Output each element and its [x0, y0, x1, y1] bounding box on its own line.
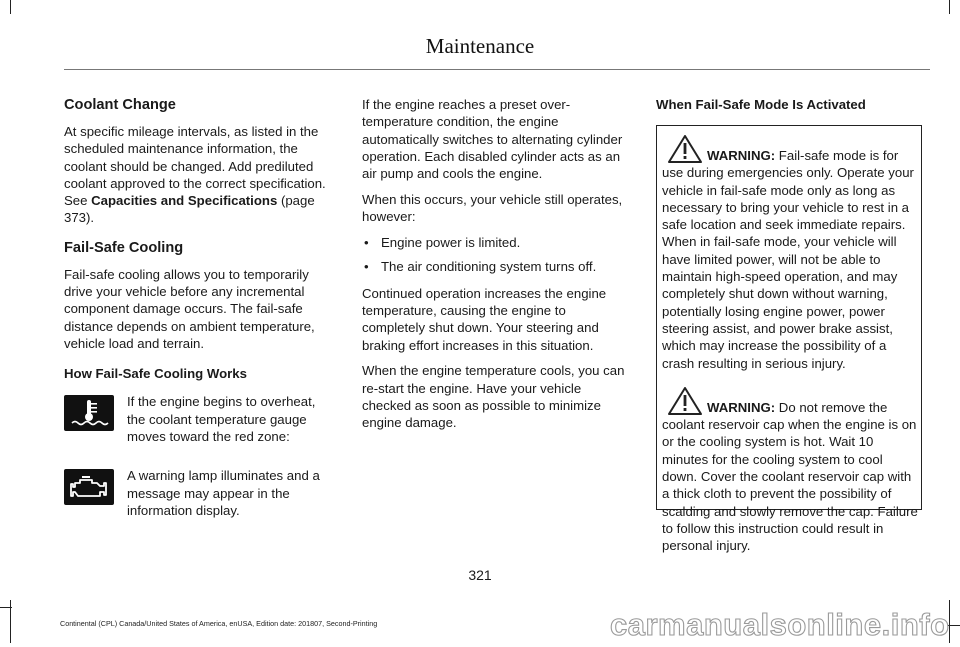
- warning-paragraph: [662, 386, 918, 555]
- middle-paragraph-1: If the engine reaches a preset over-temperature condition, the engine automatically switches to alternating cylinder operation. Each disabled cylinder acts as an air pump and cools the engine.: [362, 97, 623, 182]
- coolant-change-body: At specific mileage intervals, as listed in the scheduled maintenance information, the coolant should be changed. Add prediluted coolant approved to the correct specification. See: [64, 124, 326, 209]
- middle-paragraph-4: When the engine temperature cools, you can re-start the engine. Have your vehicle checked as soon as possible to minimize engine damage.: [362, 363, 625, 431]
- bullet-item: [362, 258, 632, 275]
- warning-text: Do not remove the coolant reservoir cap when the engine is on or the cooling system is hot. Wait 10 minutes for the cooling system to cool down. Cover the coolant reservoir cap with a thick cloth to prevent the possibility of scalding and slowly remove the cap. Failure to follow this instruction could result in personal injury.: [662, 399, 918, 554]
- page-number: 321: [468, 567, 492, 583]
- icon-item-coolant: [64, 393, 339, 471]
- coolant-icon-description: If the engine begins to overheat, the coolant temperature gauge moves toward the red zone:: [127, 394, 316, 444]
- middle-paragraph-2: When this occurs, your vehicle still operates, however:: [362, 191, 623, 225]
- left-column: [64, 96, 339, 545]
- middle-column: [362, 96, 632, 440]
- bullet-text: Engine power is limited.: [381, 235, 521, 251]
- fail-safe-activated-heading: When Fail-Safe Mode Is Activated: [656, 97, 866, 112]
- warning-box: [656, 125, 922, 554]
- watermark-text: carmanualsonline.info: [610, 607, 950, 642]
- right-column: [656, 96, 926, 122]
- crop-mark-bottom-left-h: [0, 607, 12, 608]
- capacities-link[interactable]: Capacities and Specifications: [91, 193, 278, 209]
- coolant-change-page-ref: (page 373).: [64, 193, 315, 226]
- warning-triangle-icon: [667, 386, 703, 416]
- warning-paragraph: [662, 134, 918, 372]
- warning-text: Fail-safe mode is for use during emergencies only. Operate your vehicle in fail-safe mode only as long as necessary to bring your vehicle to rest in a safe location and seek immediate repairs. When in fail-safe mode, your vehicle will have limited power, will not be able to maintain high-speed operation, and may completely shut down without warning, potentially losing engine power, power steering assist, and power brake assist, which may increase the possibility of a crash resulting in serious injury.: [662, 148, 914, 371]
- bullet-text: The air conditioning system turns off.: [381, 259, 597, 275]
- warning-label: WARNING:: [707, 148, 776, 163]
- engine-icon-description: A warning lamp illuminates and a message may appear in the information display.: [127, 468, 320, 518]
- engine-warning-icon: [64, 469, 114, 505]
- coolant-temperature-icon: [64, 395, 114, 431]
- warning-label: WARNING:: [707, 399, 776, 415]
- edition-footer: Continental (CPL) Canada/United States of America, enUSA, Edition date: 201807, Second-Printing: [60, 619, 378, 628]
- crop-mark-top-left-v: [10, 0, 11, 14]
- coolant-change-text: [64, 123, 339, 227]
- page-title: Maintenance: [425, 34, 535, 58]
- crop-mark-top-right-v: [949, 0, 950, 14]
- watermark: [606, 606, 956, 642]
- fail-safe-cooling-text: Fail-safe cooling allows you to temporarily drive your vehicle before any incremental component damage occurs. The fail-safe distance depends on ambient temperature, vehicle load and terrain.: [64, 266, 315, 351]
- bullet-dot: •: [364, 235, 369, 251]
- header-divider: [64, 69, 930, 70]
- how-fail-safe-heading: How Fail-Safe Cooling Works: [64, 366, 247, 382]
- icon-item-engine: [64, 467, 339, 545]
- middle-paragraph-3: Continued operation increases the engine temperature, causing the engine to completely shut down. Your steering and braking effort increases in this situation.: [362, 285, 607, 353]
- bullet-dot: •: [364, 259, 369, 275]
- bullet-item: [362, 234, 632, 251]
- coolant-change-heading: Coolant Change: [64, 97, 176, 113]
- fail-safe-cooling-heading: Fail-Safe Cooling: [64, 239, 184, 256]
- warning-triangle-icon: [667, 134, 703, 164]
